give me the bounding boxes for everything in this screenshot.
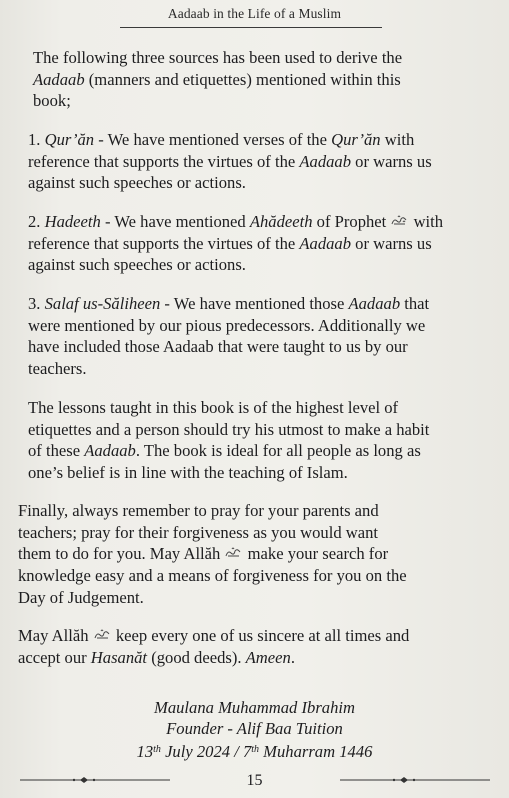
text-line (28, 211, 443, 233)
text: one’s belief is in line with the teaching of Islam. (28, 463, 348, 483)
text: th (251, 744, 260, 755)
text: reference that supports the virtues of the (28, 233, 300, 253)
finally-paragraph (18, 500, 407, 609)
text: Aadaab (33, 69, 85, 89)
text: them to do for you. May Allăh (18, 544, 225, 564)
page-number: 15 (246, 772, 263, 789)
text: or warns us (351, 151, 432, 171)
source-name: Hadeeth (44, 212, 101, 231)
text: th (153, 744, 161, 755)
source-name: Qur’ăn (44, 130, 95, 149)
text-line (28, 90, 402, 112)
text: The lessons taught in this book is of the highest level of (28, 398, 399, 417)
text: have included those Aadaab that were taught to us by our (28, 337, 408, 357)
text: Qur’ăn (331, 130, 381, 149)
text: - We have mentioned verses of the (94, 130, 332, 149)
intro-paragraph (28, 47, 402, 112)
text-line (28, 358, 429, 380)
text: Ahădeeth (249, 212, 313, 231)
text: July 2024 / 7 (160, 742, 252, 761)
text: Hasanăt (90, 647, 148, 667)
text-line (18, 543, 407, 565)
arabic-calligraphy-icon (391, 215, 408, 226)
text-line (28, 419, 429, 441)
text: of these (28, 441, 85, 461)
text-line (28, 69, 402, 91)
arabic-calligraphy-icon (94, 629, 111, 640)
text: Aadaab (84, 441, 136, 461)
list-number: 3. (28, 294, 45, 313)
text-line (28, 440, 429, 462)
text: etiquettes and a person should try his utmost to make a habit (28, 419, 430, 439)
text: keep every one of us sincere at all times and (111, 626, 410, 645)
list-number: 2. (28, 212, 45, 231)
text: Muharram 1446 (259, 742, 373, 761)
decorative-rule-icon (340, 776, 490, 784)
text-line (28, 254, 443, 276)
text: teachers; pray for their forgiveness as you would want (18, 522, 379, 542)
text: with (409, 212, 444, 231)
text-line (28, 172, 432, 194)
text: reference that supports the virtues of the (28, 151, 300, 171)
text: 13 (136, 742, 154, 761)
text-line (28, 47, 402, 69)
text: Aadaab (299, 233, 352, 253)
text: make your search for (243, 544, 389, 564)
text: accept our (18, 647, 91, 667)
text: Aadaab (348, 294, 401, 313)
text: May Allăh (18, 626, 93, 645)
text-line (18, 647, 409, 669)
text: were mentioned by our pious predecessors. Additionally we (28, 315, 426, 335)
signature-date (0, 739, 509, 763)
text: - We have mentioned (100, 212, 250, 231)
source-name: Salaf us-Săliheen (44, 294, 161, 313)
text-line (28, 151, 432, 173)
text-line (28, 315, 429, 337)
text-line (28, 233, 443, 255)
text-line (18, 522, 407, 544)
text: teachers. (28, 359, 87, 379)
text-line (28, 293, 429, 315)
text: Aadaab (299, 151, 352, 171)
source-quran-paragraph (28, 129, 432, 194)
arabic-calligraphy-icon (225, 547, 242, 558)
text: The following three sources has been used to derive the (33, 48, 403, 67)
text: . The book is ideal for all people as long as (135, 441, 421, 461)
text: - We have mentioned those (160, 294, 349, 313)
text: against such speeches or actions. (28, 173, 246, 193)
text: (good deeds). (147, 647, 246, 667)
closing-paragraph (18, 625, 409, 668)
text-line (18, 500, 407, 522)
list-number: 1. (28, 130, 45, 149)
signature-role: Founder - Alif Baa Tuition (166, 719, 343, 738)
text: or warns us (351, 233, 432, 253)
signature-name: Maulana Muhammad Ibrahim (154, 698, 355, 717)
text: of Prophet (312, 212, 391, 231)
text: knowledge easy and a means of forgiveness for you on the (18, 566, 407, 586)
text: that (400, 294, 430, 313)
text: against such speeches or actions. (28, 255, 246, 275)
text-line (28, 397, 429, 419)
text: with (380, 130, 415, 149)
text-line (28, 462, 429, 484)
text-line (18, 625, 409, 647)
text-line (18, 565, 407, 587)
text-line (28, 336, 429, 358)
header-rule (120, 27, 382, 28)
text: book; (33, 91, 71, 111)
text-line (28, 129, 432, 151)
text: Ameen (245, 647, 291, 667)
text-line (18, 587, 407, 609)
text: . (290, 647, 295, 667)
text: Finally, always remember to pray for your parents and (18, 501, 379, 520)
lessons-paragraph (28, 397, 429, 484)
text: Day of Judgement. (18, 587, 144, 607)
source-salaf-paragraph (28, 293, 429, 380)
text: (manners and etiquettes) mentioned within this (84, 69, 401, 89)
running-header: Aadaab in the Life of a Muslim (167, 6, 342, 21)
source-hadeeth-paragraph (28, 211, 443, 276)
